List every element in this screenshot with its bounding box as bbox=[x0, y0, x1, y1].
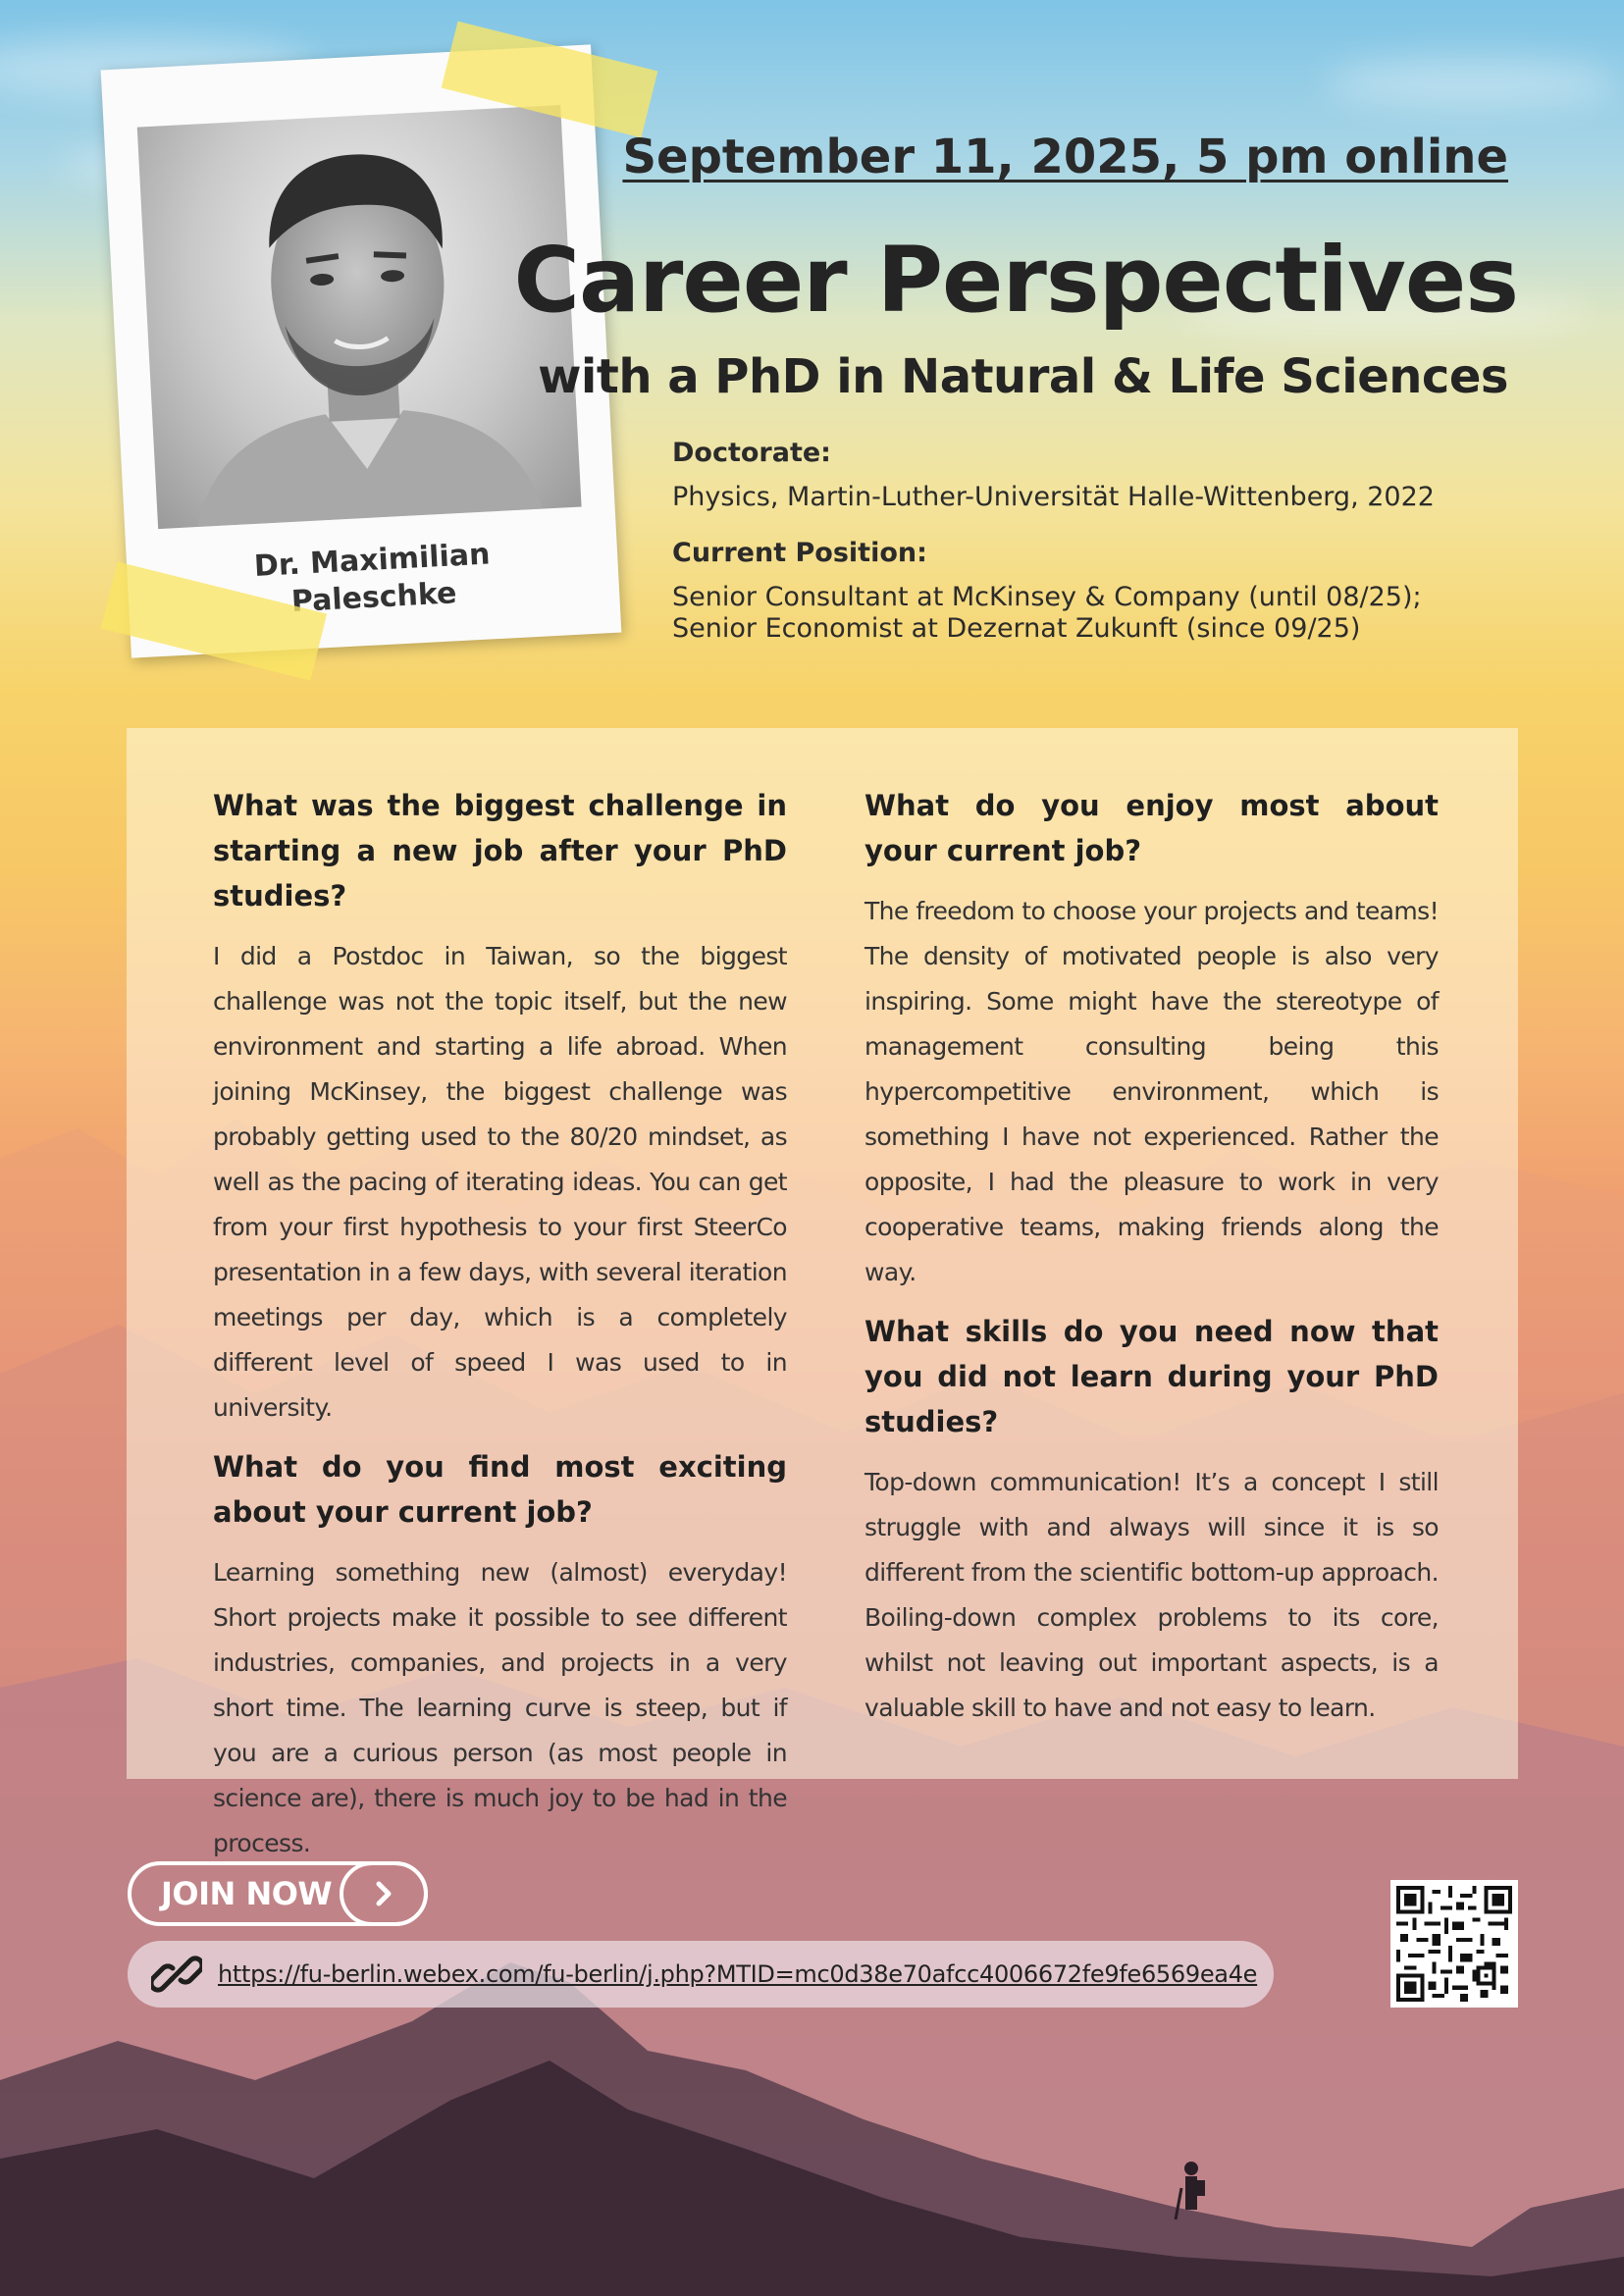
position-label: Current Position: bbox=[672, 538, 927, 568]
join-now-label: JOIN NOW bbox=[161, 1875, 333, 1912]
link-icon bbox=[149, 1947, 204, 2002]
answer-text: I did a Postdoc in Taiwan, so the biggest challenge was not the topic itself, but the new environment and starting a life abroad. When joining McKinsey, the biggest challenge was probably getting used to the 80/20 mindset, as well as the pacing of iterating ideas. You can get from your first hypothesis to your first SteerCo presentation in a few days, with several iteration meetings per day, which is a completely different level of speed I was used to in university. bbox=[213, 942, 787, 1422]
qr-code[interactable] bbox=[1390, 1880, 1518, 2008]
question-heading: What do you enjoy most about your current job? bbox=[864, 789, 1439, 867]
question-heading: What do you find most exciting about your current job? bbox=[213, 1450, 787, 1529]
question-heading: What skills do you need now that you did not learn during your PhD studies? bbox=[864, 1315, 1439, 1438]
doctorate-text: Physics, Martin-Luther-Universität Halle-Wittenberg, 2022 bbox=[672, 482, 1435, 512]
join-now-button[interactable] bbox=[128, 1861, 428, 1926]
doctorate-info bbox=[672, 438, 1536, 513]
position-info bbox=[672, 538, 1536, 645]
event-date: September 11, 2025, 5 pm online bbox=[622, 130, 1508, 184]
answer-text: The freedom to choose your projects and teams! The density of motivated people is also very inspiring. Some might have the stereotype of management consulting being this hypercompetitive environment, which is something I have not experienced. Rather the opposite, I had the pleasure to work in very cooperative teams, making friends along the way. bbox=[864, 897, 1439, 1286]
chevron-right-icon bbox=[340, 1861, 428, 1926]
interview-column-left bbox=[213, 783, 787, 1880]
speaker-name-line1: Dr. Maximilian bbox=[253, 537, 492, 584]
interview-column-right bbox=[864, 783, 1439, 1745]
interview-panel bbox=[127, 728, 1518, 1857]
meeting-link-bar bbox=[128, 1941, 1274, 2008]
question-heading: What was the biggest challenge in starting a new job after your PhD studies? bbox=[213, 789, 787, 913]
answer-text: Top-down communication! It’s a concept I still struggle with and always will since it is so different from the scientific bottom-up approach. Boiling-down complex problems to its core, whilst not leaving out important aspects, is a valuable skill to have and not easy to learn. bbox=[864, 1468, 1439, 1722]
position-line2: Senior Economist at Dezernat Zukunft (since 09/25) bbox=[672, 613, 1361, 644]
meeting-url-link[interactable]: https://fu-berlin.webex.com/fu-berlin/j.php?MTID=mc0d38e70afcc4006672fe9fe6569ea4e bbox=[218, 1960, 1258, 1988]
page-subtitle: with a PhD in Natural & Life Sciences bbox=[538, 349, 1508, 404]
doctorate-label: Doctorate: bbox=[672, 438, 831, 468]
speaker-name-line2: Paleschke bbox=[290, 576, 458, 620]
answer-text: Learning something new (almost) everyday! Short projects make it possible to see different industries, companies, and projects in a very short time. The learning curve is steep, but if you are a curious person (as most people in science are), there is much joy to be had in the process. bbox=[213, 1558, 787, 1857]
position-line1: Senior Consultant at McKinsey & Company (until 08/25); bbox=[672, 582, 1422, 612]
page-title: Career Perspectives bbox=[513, 228, 1518, 333]
